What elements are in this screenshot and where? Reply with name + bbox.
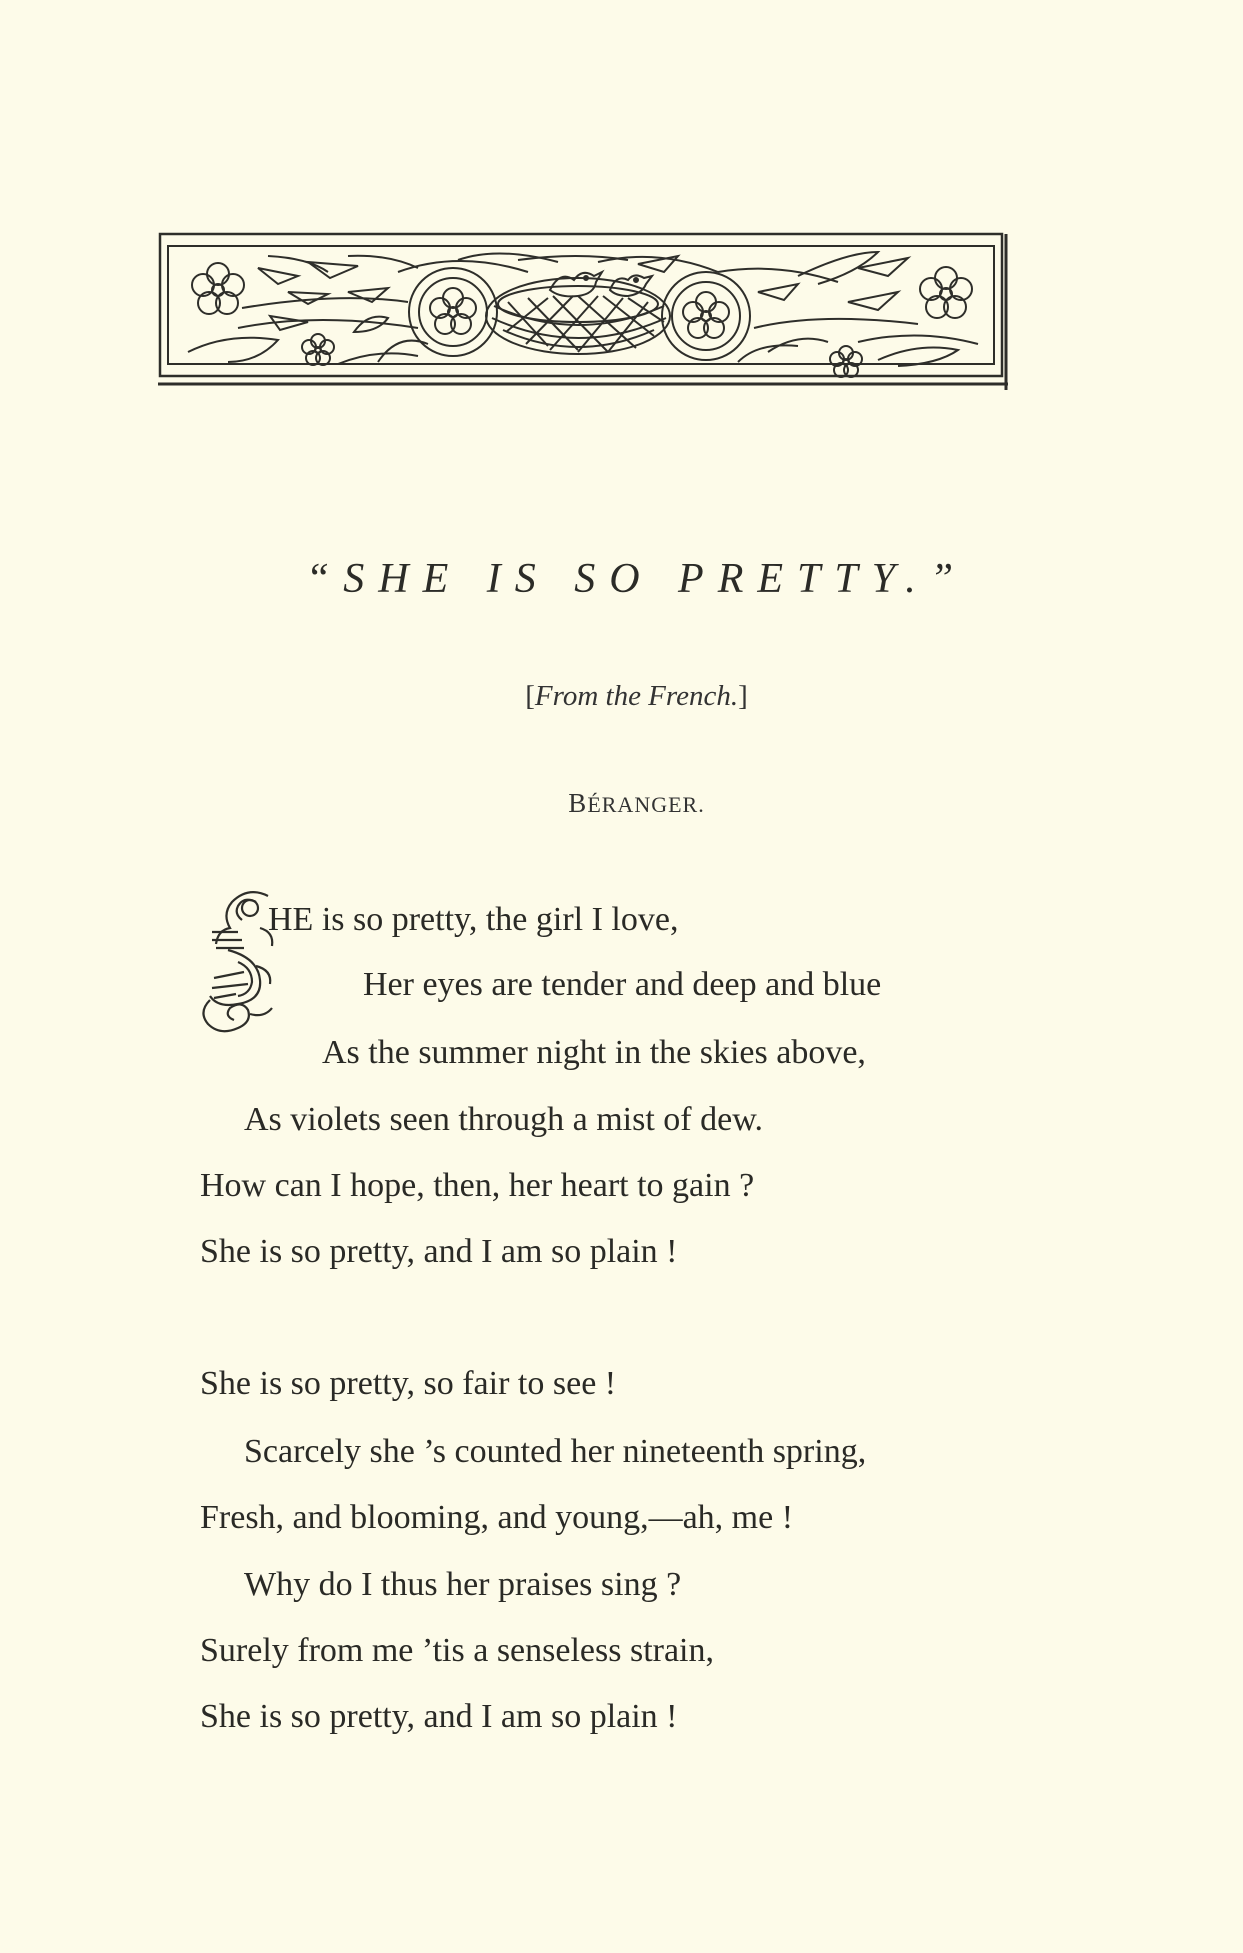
poem-line: She is so pretty, and I am so plain ! [200,1233,678,1270]
poem-line: How can I hope, then, her heart to gain ? [200,1167,755,1204]
poem-line: She is so pretty, and I am so plain ! [200,1698,678,1735]
poem-line: As violets seen through a mist of dew. [244,1101,764,1138]
poem-line: She is so pretty, so fair to see ! [200,1365,617,1402]
author-rest: ÉRANGER. [587,792,705,817]
source-bracket-close: ] [738,680,748,712]
poem-line: Scarcely she ’s counted her nineteenth spring, [244,1433,867,1470]
poem-author [0,788,1243,819]
poem-line: Surely from me ’tis a senseless strain, [200,1632,715,1669]
source-text: From the French. [534,680,739,712]
poem-line: HE is so pretty, the girl I love, [268,901,679,938]
nest-flower-ornament-icon [158,232,1010,394]
source-bracket-open: [ [525,680,535,712]
author-initial: B [568,788,588,818]
poem-line: Why do I thus her praises sing ? [244,1566,682,1603]
poem-line: Fresh, and blooming, and young,—ah, me ! [200,1499,794,1536]
poem-line: Her eyes are tender and deep and blue [363,966,882,1003]
poem-source [0,680,1243,713]
poem-line: As the summer night in the skies above, [322,1034,866,1071]
headpiece-ornament [158,232,1010,394]
poem-title: “SHE IS SO PRETTY.” [305,556,968,602]
